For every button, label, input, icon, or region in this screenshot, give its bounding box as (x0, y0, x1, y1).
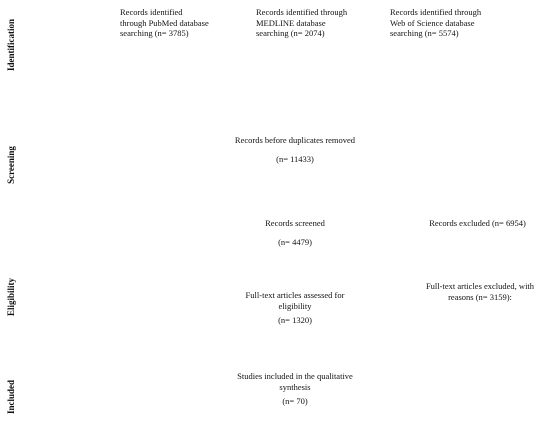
medline-line-2: MEDLINE database (256, 17, 326, 28)
fulltext-line-2: eligibility (278, 300, 312, 311)
fulltext-count: (n= 1320) (278, 315, 312, 325)
records-screened-label: Records screened (265, 218, 325, 228)
before-duplicates-count: (n= 11433) (276, 153, 314, 164)
fulltext-assessed-box (200, 290, 390, 326)
included-count: (n= 70) (282, 396, 308, 406)
included-line-2: synthesis (279, 381, 311, 392)
records-excluded-label: Records excluded (n= 6954) (429, 218, 526, 228)
records-screened-count: (n= 4479) (278, 236, 312, 247)
included-studies-box (200, 371, 390, 407)
included-line-1: Studies included in the qualitative (237, 371, 353, 381)
before-duplicates-box (200, 135, 390, 164)
wos-line-2: Web of Science database (390, 17, 475, 28)
fulltext-excluded-box (410, 281, 550, 302)
before-duplicates-label: Records before duplicates removed (234, 135, 356, 145)
wos-line-3: searching (n= 5574) (390, 28, 459, 38)
pubmed-line-1: Records identified (120, 7, 183, 17)
stage-label-included: Included (6, 380, 16, 415)
medline-line-3: searching (n= 2074) (256, 28, 325, 38)
pubmed-records-box (120, 7, 209, 39)
fulltext-excluded-line-1: Full-text articles excluded, with (425, 281, 535, 291)
medline-records-box (256, 7, 347, 39)
records-excluded-box (410, 218, 545, 229)
fulltext-excluded-line-2: reasons (n= 3159): (448, 291, 512, 302)
wos-line-1: Records identified through (390, 7, 482, 17)
records-screened-box (220, 218, 370, 247)
stage-label-identification: Identification (6, 19, 16, 72)
medline-line-1: Records identified through (256, 7, 348, 17)
stage-label-eligibility: Eligibility (6, 278, 16, 317)
stage-label-screening: Screening (6, 146, 16, 184)
pubmed-line-3: searching (n= 3785) (120, 28, 189, 38)
wos-records-box (390, 7, 481, 39)
fulltext-line-1: Full-text articles assessed for (245, 290, 345, 300)
pubmed-line-2: through PubMed database (120, 17, 209, 28)
